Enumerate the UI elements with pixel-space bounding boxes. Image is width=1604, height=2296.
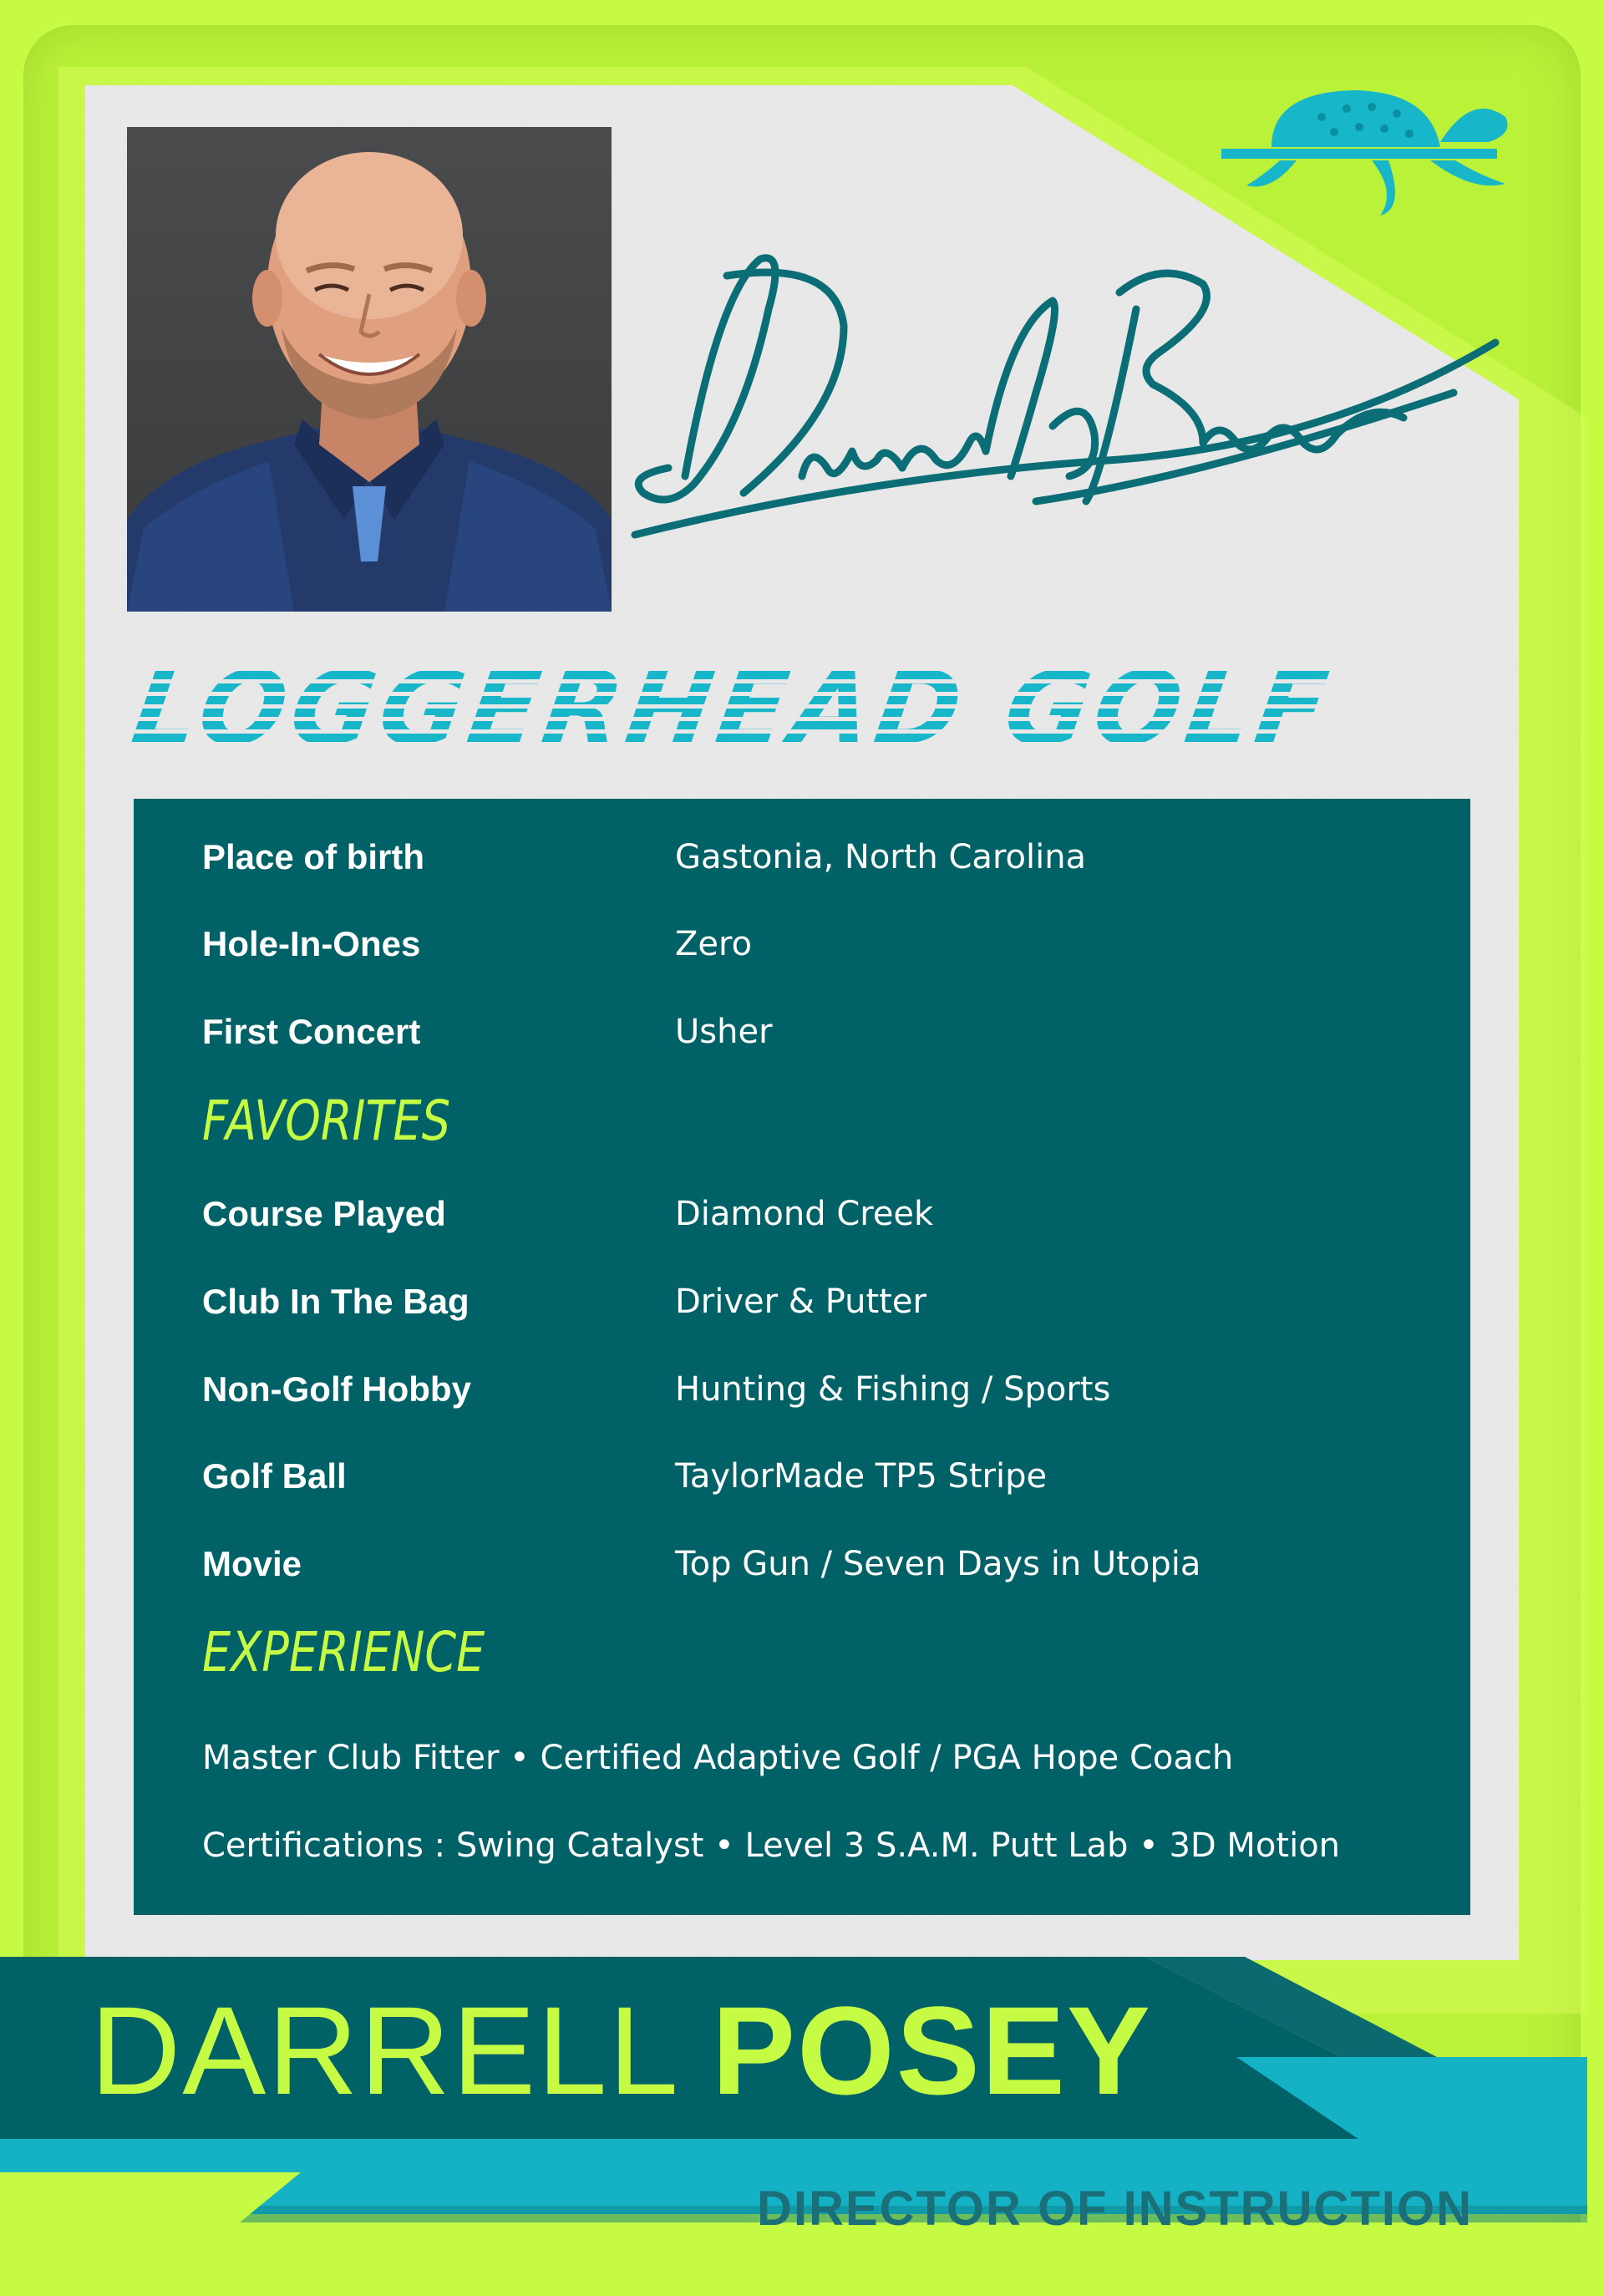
experience-line: Master Club Fitter • Certified Adaptive Golf / PGA Hope Coach (202, 1739, 1234, 1777)
fact-label: Place of birth (202, 837, 425, 876)
favorite-row (202, 1364, 1111, 1415)
fact-value: Zero (675, 925, 753, 963)
fact-row (202, 1007, 773, 1057)
favorite-row (202, 1277, 926, 1327)
favorite-label: Golf Ball (202, 1456, 347, 1496)
favorite-label: Club In The Bag (202, 1282, 470, 1321)
info-panel (134, 799, 1470, 1915)
favorite-value: Driver & Putter (675, 1283, 926, 1321)
job-title: DIRECTOR OF INSTRUCTION (757, 2182, 1473, 2236)
favorite-value: TaylorMade TP5 Stripe (675, 1457, 1048, 1496)
sea-turtle-golf-icon (1221, 84, 1522, 226)
person-name (90, 1980, 1152, 2121)
favorite-value: Top Gun / Seven Days in Utopia (675, 1545, 1201, 1583)
fact-label: Hole-In-Ones (202, 924, 421, 963)
fact-label: First Concert (202, 1012, 421, 1051)
portrait-illustration (127, 127, 612, 612)
favorite-row (202, 1539, 1201, 1589)
fact-row (202, 919, 753, 969)
favorite-value: Diamond Creek (675, 1195, 934, 1233)
portrait-photo (127, 127, 612, 612)
favorite-row (202, 1189, 934, 1239)
experience-heading: EXPERIENCE (202, 1620, 485, 1684)
signature (618, 226, 1504, 577)
favorite-row (202, 1451, 1048, 1501)
first-name: DARRELL (90, 1980, 676, 2121)
last-name: POSEY (712, 1980, 1152, 2121)
brand-wordmark: LOGGERHEAD GOLF (127, 658, 1495, 759)
experience-line: Certifications : Swing Catalyst • Level 3 S.A.M. Putt Lab • 3D Motion (202, 1826, 1341, 1865)
favorite-label: Course Played (202, 1194, 446, 1233)
fact-value: Gastonia, North Carolina (675, 838, 1087, 876)
fact-row (202, 832, 1087, 882)
favorite-label: Non-Golf Hobby (202, 1369, 471, 1409)
favorite-label: Movie (202, 1544, 302, 1583)
favorite-value: Hunting & Fishing / Sports (675, 1370, 1111, 1409)
fact-value: Usher (675, 1013, 773, 1051)
favorites-heading: FAVORITES (202, 1089, 451, 1153)
